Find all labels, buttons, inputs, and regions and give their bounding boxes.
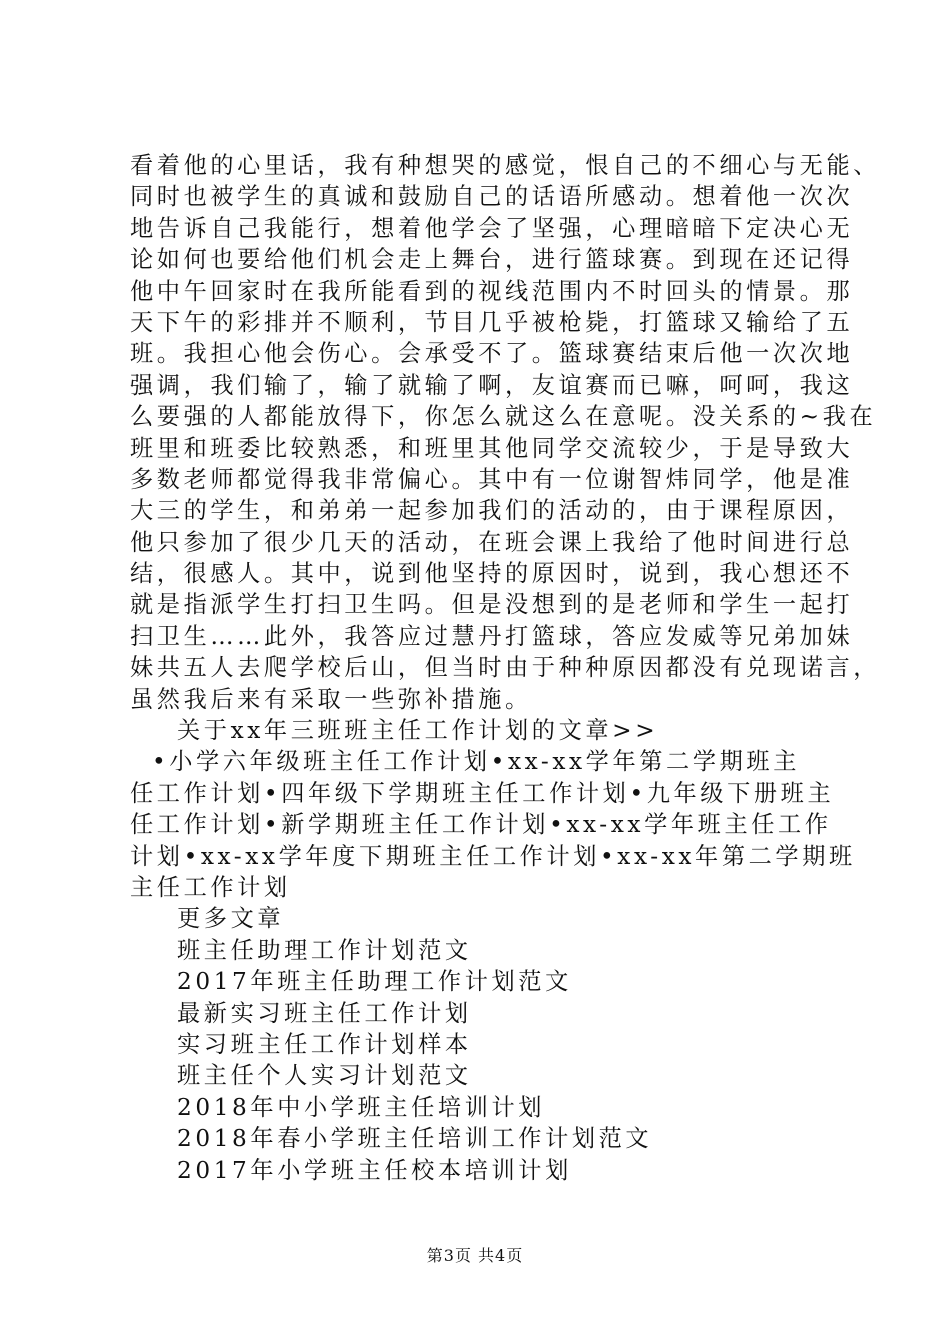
paragraph-line: 他只参加了很少几天的活动，在班会课上我给了他时间进行总 <box>130 528 854 556</box>
more-articles-list <box>130 935 842 1186</box>
paragraph-line: 论如何也要给他们机会走上舞台，进行篮球赛。到现在还记得 <box>130 246 854 274</box>
paragraph-line: 他中午回家时在我所能看到的视线范围内不时回头的情景。那 <box>130 277 854 305</box>
paragraph-line: 妹共五人去爬学校后山，但当时由于种种原因都没有兑现诺言， <box>130 654 881 682</box>
more-article-link[interactable]: 班主任个人实习计划范文 <box>177 1062 472 1090</box>
more-article-link[interactable]: 2018年中小学班主任培训计划 <box>177 1093 546 1121</box>
document-body <box>130 150 881 1186</box>
paragraph-line: 大三的学生，和弟弟一起参加我们的活动的，由于课程原因， <box>130 497 854 525</box>
more-article-link[interactable]: 最新实习班主任工作计划 <box>177 999 472 1027</box>
related-articles-line[interactable]: 主任工作计划 <box>130 873 291 901</box>
paragraph-line: 强调，我们输了，输了就输了啊，友谊赛而已嘛，呵呵，我这 <box>130 371 854 399</box>
more-article-link[interactable]: 2017年班主任助理工作计划范文 <box>177 968 572 996</box>
more-article-link[interactable]: 实习班主任工作计划样本 <box>177 1030 472 1058</box>
more-articles-heading[interactable]: 更多文章 <box>177 905 285 933</box>
paragraph-line: 同时也被学生的真诚和鼓励自己的话语所感动。想着他一次次 <box>130 183 854 211</box>
more-article-link[interactable]: 2018年春小学班主任培训工作计划范文 <box>177 1125 653 1153</box>
related-articles-line[interactable]: 任工作计划•新学期班主任工作计划•xx-xx学年班主任工作 <box>130 811 832 839</box>
related-articles-line[interactable]: •小学六年级班主任工作计划•xx-xx学年第二学期班主 <box>130 748 800 776</box>
story-paragraph <box>130 150 881 715</box>
paragraph-line: 地告诉自己我能行，想着他学会了坚强，心理暗暗下定决心无 <box>130 214 854 242</box>
paragraph-line: 天下午的彩排并不顺利，节目几乎被枪毙，打篮球又输给了五 <box>130 308 854 336</box>
related-articles-heading[interactable]: 关于xx年三班班主任工作计划的文章>> <box>177 717 659 745</box>
paragraph-line: 结，很感人。其中，说到他坚持的原因时，说到，我心想还不 <box>130 560 854 588</box>
paragraph-line: 就是指派学生打扫卫生吗。但是没想到的是老师和学生一起打 <box>130 591 854 619</box>
related-articles-line[interactable]: 计划•xx-xx学年度下期班主任工作计划•xx-xx年第二学期班 <box>130 842 856 870</box>
paragraph-line: 么要强的人都能放得下，你怎么就这么在意呢。没关系的~我在 <box>130 403 877 431</box>
paragraph-line: 虽然我后来有采取一些弥补措施。 <box>130 685 532 713</box>
paragraph-line: 多数老师都觉得我非常偏心。其中有一位谢智炜同学，他是准 <box>130 465 854 493</box>
paragraph-line: 看着他的心里话，我有种想哭的感觉，恨自己的不细心与无能、 <box>130 152 881 179</box>
paragraph-line: 扫卫生……此外，我答应过慧丹打篮球，答应发威等兄弟加妹 <box>130 622 854 650</box>
more-article-link[interactable]: 班主任助理工作计划范文 <box>177 936 472 964</box>
paragraph-line: 班里和班委比较熟悉，和班里其他同学交流较少，于是导致大 <box>130 434 854 462</box>
page-number-label: 第3页 共4页 <box>426 1246 524 1265</box>
related-articles-list <box>130 746 856 903</box>
page-footer <box>0 1243 950 1266</box>
more-article-link[interactable]: 2017年小学班主任校本培训计划 <box>177 1156 572 1184</box>
related-articles-line[interactable]: 任工作计划•四年级下学期班主任工作计划•九年级下册班主 <box>130 779 835 807</box>
paragraph-line: 班。我担心他会伤心。会承受不了。篮球赛结束后他一次次地 <box>130 340 854 368</box>
